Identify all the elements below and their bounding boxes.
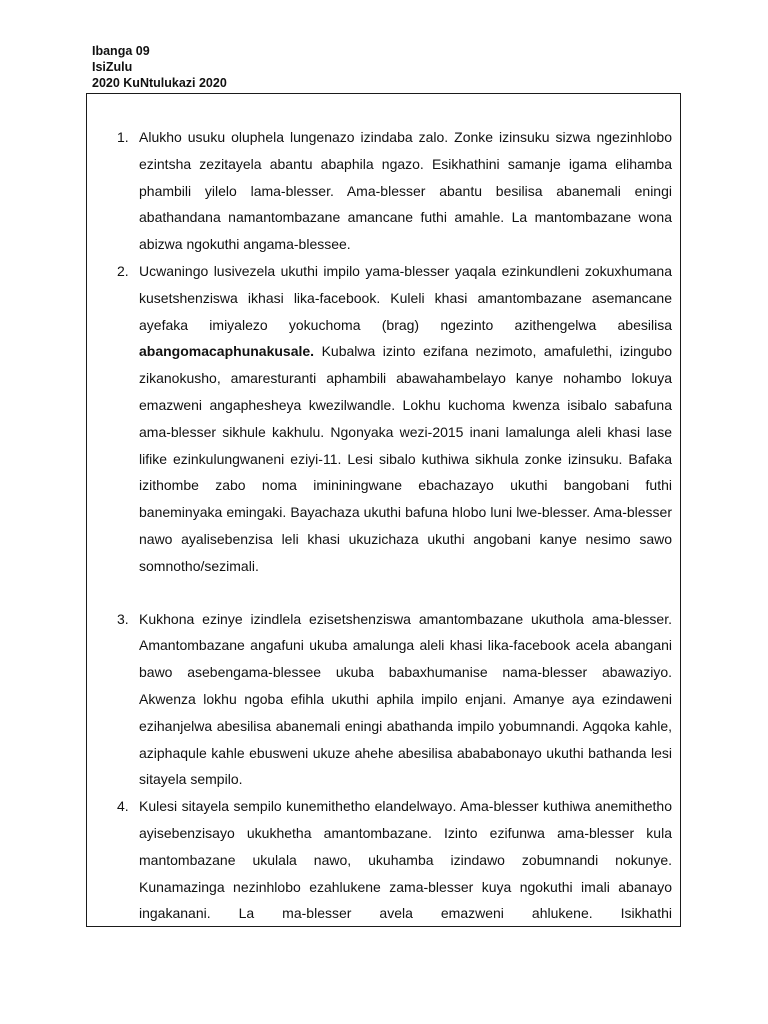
document-header [92,43,227,91]
item-text: Kukhona ezinye izindlela ezisetshenziswa amantombazane ukuthola ama-blesser. Amantombazane angafuni ukuba amalunga aleli khasi lika-facebook acela abangani bawo asebengama-blessee ukuba babaxhumanise nama-blesser abawaziyo. Akwenza lokhu ngoba efihla ukuthi aphila impilo enjani. Amanye aya ezindaweni ezihanjelwa abesilisa abanemali eningi abathanda impilo yobumnandi. Agqoka kahle, aziphaqule kahle ebusweni ukuze ahehe abesilisa abababonayo ukuthi bathanda lesi sitayela sempilo. [139,610,672,788]
passage-box [86,93,681,927]
list-item [87,793,680,927]
bold-term: abangomacaphunakusale. [139,343,315,360]
list-item [87,124,680,258]
item-number: 4. [117,798,129,815]
item-number: 1. [117,129,129,145]
list-item [87,258,680,580]
item-text-trailing: Isikhathi [620,905,672,922]
item-text-part: Kulesi sitayela sempilo kunemithetho elandelwayo. Ama-blesser kuthiwa anemithetho ayisebenzisayo ukukhetha amantombazane. Izinto ezifunwa ama-blesser kula mantombazane ukulala nawo, ukuhamba izindawo zobumnandi nokunye. Kunamazinga nezinhlobo ezahlukene zama-blesser kuya ngokuthi imali abanayo ingakanani. La ma-blesser avela emazweni ahlukene. [139,798,672,922]
grade-label: Ibanga 09 [92,44,150,58]
list-item [87,606,680,794]
item-text-part: Ucwaningo lusivezela ukuthi impilo yama-blesser yaqala ezinkundleni zokuxhumana kusetshenziswa ikhasi lika-facebook. Kuleli khasi amantombazane asemancane ayefaka imiyalezo yokuchoma (brag) ngezinto azithengelwa abesilisa [139,262,672,333]
term-label: 2020 KuNtulukazi 2020 [92,76,227,90]
item-text [139,258,672,580]
subject-label: IsiZulu [92,60,133,74]
item-text-part: Kubalwa izinto ezifana nezimoto, amafulethi, izingubo zikanokusho, amaresturanti aphambili abawahambelayo kanye nohambo lokuya emazweni angaphesheya kwezilwandle. Lokhu kuchoma kwenza isibalo sabafuna ama-blesser sikhule kakhulu. Ngonyaka wezi-2015 inani lamalunga aleli khasi lase lifike ezinkulungwaneni eziyi-11. Lesi sibalo kuthiwa sikhula zonke izinsuku. Bafaka izithombe zabo noma imininingwane ebachazayo ukuthi bangobani futhi baneminyaka emingaki. Bayachaza ukuthi bafuna hlobo luni lwe-blesser. Ama-blesser nawo ayalisebenzisa leli khasi ukuzichaza ukuthi angobani kanye nesimo sawo somnotho/sezimali. [139,343,672,574]
passage-list [87,124,680,927]
item-number: 3. [117,610,129,627]
item-number: 2. [117,262,129,279]
item-text [139,793,672,927]
item-text: Alukho usuku oluphela lungenazo izindaba zalo. Zonke izinsuku sizwa ngezinhlobo ezintsha zezitayela abantu abaphila ngazo. Esikhathini samanje igama elihamba phambili yilelo lama-blesser. Ama-blesser abantu besilisa abanemali eningi abathandana namantombazane amancane futhi amahle. La mantombazane wona abizwa ngokuthi angama-blessee. [139,129,672,253]
